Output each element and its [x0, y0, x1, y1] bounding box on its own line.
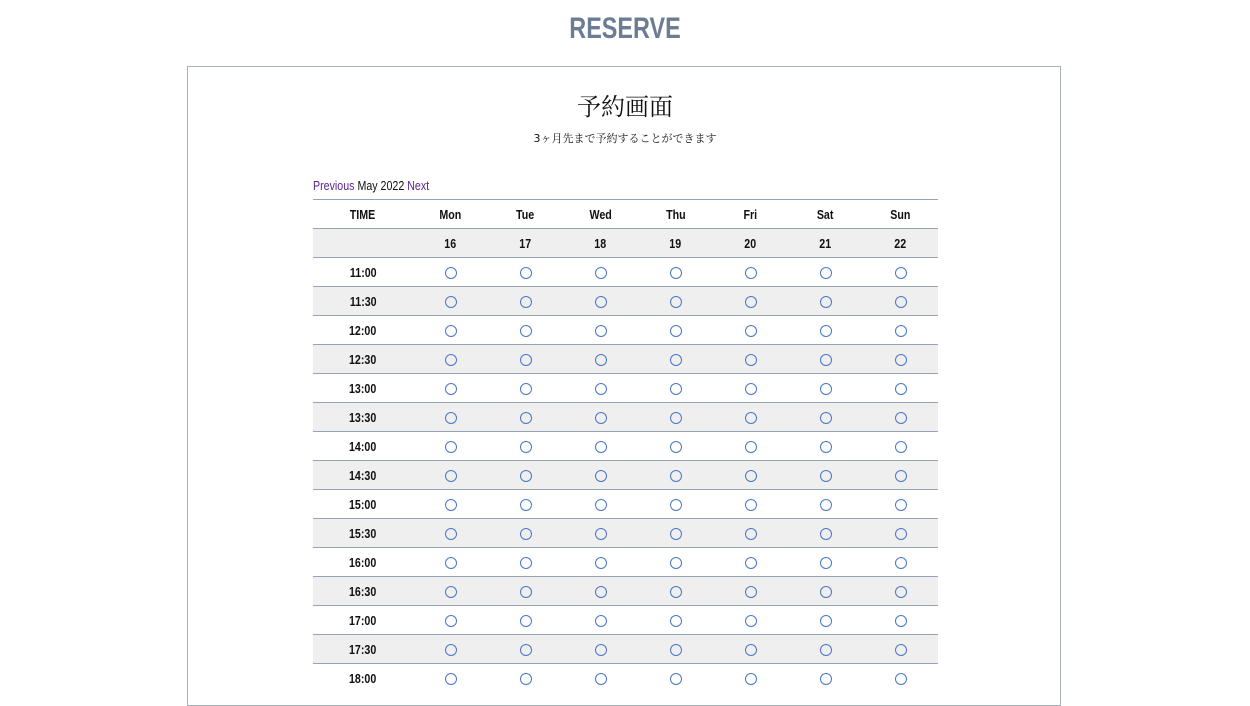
available-circle-icon[interactable] [595, 296, 607, 308]
available-circle-icon[interactable] [745, 499, 757, 511]
available-circle-icon[interactable] [820, 325, 832, 337]
time-cell: 11:00 [313, 258, 413, 287]
slot-cell [488, 519, 563, 548]
available-circle-icon[interactable] [895, 615, 907, 627]
available-circle-icon[interactable] [820, 673, 832, 685]
slot-cell [788, 316, 863, 345]
slot-cell [563, 287, 638, 316]
slot-cell [713, 345, 788, 374]
available-circle-icon[interactable] [520, 557, 532, 569]
slot-cell [788, 548, 863, 577]
slot-cell [713, 287, 788, 316]
slot-cell [863, 664, 938, 693]
available-circle-icon[interactable] [445, 412, 457, 424]
available-circle-icon[interactable] [520, 267, 532, 279]
available-circle-icon[interactable] [595, 441, 607, 453]
time-cell: 13:30 [313, 403, 413, 432]
available-circle-icon[interactable] [820, 586, 832, 598]
slot-cell [413, 664, 488, 693]
time-cell: 13:00 [313, 374, 413, 403]
available-circle-icon[interactable] [670, 354, 682, 366]
table-row [313, 548, 938, 577]
slot-cell [488, 432, 563, 461]
table-row [313, 345, 938, 374]
available-circle-icon[interactable] [670, 441, 682, 453]
available-circle-icon[interactable] [670, 499, 682, 511]
available-circle-icon[interactable] [520, 412, 532, 424]
available-circle-icon[interactable] [895, 354, 907, 366]
slot-cell [863, 374, 938, 403]
available-circle-icon[interactable] [595, 499, 607, 511]
time-header: TIME [313, 200, 413, 229]
slot-cell [863, 432, 938, 461]
slot-cell [863, 548, 938, 577]
time-cell: 17:30 [313, 635, 413, 664]
slot-cell [413, 258, 488, 287]
available-circle-icon[interactable] [595, 412, 607, 424]
slot-cell [713, 461, 788, 490]
slot-cell [713, 577, 788, 606]
slot-cell [713, 664, 788, 693]
available-circle-icon[interactable] [595, 470, 607, 482]
weekday-header: Sat [788, 200, 863, 229]
slot-cell [713, 374, 788, 403]
available-circle-icon[interactable] [670, 615, 682, 627]
slot-cell [713, 548, 788, 577]
time-cell: 12:30 [313, 345, 413, 374]
available-circle-icon[interactable] [445, 267, 457, 279]
table-row [313, 635, 938, 664]
slot-cell [638, 548, 713, 577]
slot-cell [413, 374, 488, 403]
available-circle-icon[interactable] [445, 615, 457, 627]
slot-cell [788, 577, 863, 606]
slot-cell [788, 490, 863, 519]
slot-cell [563, 490, 638, 519]
available-circle-icon[interactable] [895, 267, 907, 279]
available-circle-icon[interactable] [820, 528, 832, 540]
date-header: 16 [413, 229, 488, 258]
slot-cell [488, 664, 563, 693]
weekday-header: Mon [413, 200, 488, 229]
table-row [313, 664, 938, 693]
slot-cell [788, 461, 863, 490]
table-row [313, 316, 938, 345]
slot-cell [563, 664, 638, 693]
available-circle-icon[interactable] [895, 557, 907, 569]
slot-cell [413, 635, 488, 664]
available-circle-icon[interactable] [820, 354, 832, 366]
slot-cell [488, 548, 563, 577]
slot-cell [638, 490, 713, 519]
available-circle-icon[interactable] [445, 470, 457, 482]
available-circle-icon[interactable] [895, 499, 907, 511]
available-circle-icon[interactable] [520, 441, 532, 453]
date-header: 22 [863, 229, 938, 258]
available-circle-icon[interactable] [745, 383, 757, 395]
slot-cell [713, 519, 788, 548]
slot-cell [413, 345, 488, 374]
slot-cell [413, 490, 488, 519]
slot-cell [638, 664, 713, 693]
available-circle-icon[interactable] [445, 499, 457, 511]
available-circle-icon[interactable] [670, 296, 682, 308]
time-cell: 15:30 [313, 519, 413, 548]
slot-cell [563, 258, 638, 287]
table-row [313, 519, 938, 548]
available-circle-icon[interactable] [745, 470, 757, 482]
available-circle-icon[interactable] [445, 325, 457, 337]
available-circle-icon[interactable] [520, 615, 532, 627]
date-header: 19 [638, 229, 713, 258]
available-circle-icon[interactable] [445, 441, 457, 453]
slot-cell [788, 258, 863, 287]
slot-cell [713, 490, 788, 519]
time-cell: 15:00 [313, 490, 413, 519]
card-subtitle: 3ヶ月先まで予約することができます [533, 132, 717, 145]
slot-cell [788, 345, 863, 374]
available-circle-icon[interactable] [595, 267, 607, 279]
available-circle-icon[interactable] [820, 383, 832, 395]
slot-cell [413, 606, 488, 635]
card-title: 予約画面 [577, 93, 673, 121]
slot-cell [788, 664, 863, 693]
available-circle-icon[interactable] [520, 499, 532, 511]
slot-cell [863, 287, 938, 316]
available-circle-icon[interactable] [745, 296, 757, 308]
empty-header-cell [313, 229, 413, 258]
slot-cell [413, 577, 488, 606]
available-circle-icon[interactable] [670, 325, 682, 337]
available-circle-icon[interactable] [820, 412, 832, 424]
available-circle-icon[interactable] [670, 470, 682, 482]
slot-cell [488, 606, 563, 635]
slot-cell [638, 374, 713, 403]
slot-cell [488, 635, 563, 664]
time-cell: 14:30 [313, 461, 413, 490]
slot-cell [638, 635, 713, 664]
reservation-card [187, 66, 1061, 706]
table-row [313, 490, 938, 519]
slot-cell [863, 403, 938, 432]
slot-cell [413, 548, 488, 577]
available-circle-icon[interactable] [445, 557, 457, 569]
slot-cell [563, 432, 638, 461]
slot-cell [413, 519, 488, 548]
available-circle-icon[interactable] [745, 267, 757, 279]
slot-cell [863, 258, 938, 287]
slot-cell [638, 606, 713, 635]
weekday-header: Fri [713, 200, 788, 229]
slot-cell [863, 461, 938, 490]
available-circle-icon[interactable] [670, 412, 682, 424]
available-circle-icon[interactable] [895, 441, 907, 453]
available-circle-icon[interactable] [445, 354, 457, 366]
weekday-header: Sun [863, 200, 938, 229]
available-circle-icon[interactable] [745, 412, 757, 424]
available-circle-icon[interactable] [745, 441, 757, 453]
available-circle-icon[interactable] [820, 267, 832, 279]
slot-cell [488, 287, 563, 316]
table-row [313, 461, 938, 490]
available-circle-icon[interactable] [520, 673, 532, 685]
slot-cell [488, 345, 563, 374]
slot-cell [863, 635, 938, 664]
available-circle-icon[interactable] [820, 644, 832, 656]
available-circle-icon[interactable] [445, 644, 457, 656]
available-circle-icon[interactable] [745, 586, 757, 598]
slot-cell [638, 287, 713, 316]
slot-cell [638, 403, 713, 432]
available-circle-icon[interactable] [820, 499, 832, 511]
available-circle-icon[interactable] [670, 528, 682, 540]
slot-cell [788, 374, 863, 403]
available-circle-icon[interactable] [745, 528, 757, 540]
slot-cell [638, 316, 713, 345]
slot-cell [713, 635, 788, 664]
slot-cell [563, 403, 638, 432]
available-circle-icon[interactable] [670, 557, 682, 569]
available-circle-icon[interactable] [520, 644, 532, 656]
slot-cell [413, 316, 488, 345]
date-header: 17 [488, 229, 563, 258]
date-header: 18 [563, 229, 638, 258]
available-circle-icon[interactable] [670, 673, 682, 685]
weekday-header: Thu [638, 200, 713, 229]
time-cell: 18:00 [313, 664, 413, 693]
slot-cell [863, 606, 938, 635]
available-circle-icon[interactable] [670, 586, 682, 598]
available-circle-icon[interactable] [670, 383, 682, 395]
slot-cell [863, 577, 938, 606]
available-circle-icon[interactable] [520, 586, 532, 598]
available-circle-icon[interactable] [520, 354, 532, 366]
available-circle-icon[interactable] [445, 673, 457, 685]
time-cell: 16:30 [313, 577, 413, 606]
available-circle-icon[interactable] [820, 615, 832, 627]
table-row [313, 258, 938, 287]
slot-cell [488, 374, 563, 403]
time-cell: 17:00 [313, 606, 413, 635]
slot-cell [563, 374, 638, 403]
weekday-header: Wed [563, 200, 638, 229]
available-circle-icon[interactable] [595, 383, 607, 395]
page-title: RESERVE [569, 12, 681, 45]
slot-cell [563, 606, 638, 635]
available-circle-icon[interactable] [895, 325, 907, 337]
date-header-row [313, 229, 938, 258]
slot-cell [863, 345, 938, 374]
available-circle-icon[interactable] [445, 586, 457, 598]
slot-cell [563, 519, 638, 548]
schedule-table [313, 199, 938, 692]
available-circle-icon[interactable] [520, 528, 532, 540]
available-circle-icon[interactable] [745, 557, 757, 569]
slot-cell [788, 287, 863, 316]
available-circle-icon[interactable] [595, 673, 607, 685]
slot-cell [638, 345, 713, 374]
slot-cell [413, 287, 488, 316]
available-circle-icon[interactable] [895, 383, 907, 395]
available-circle-icon[interactable] [445, 383, 457, 395]
available-circle-icon[interactable] [895, 296, 907, 308]
available-circle-icon[interactable] [595, 325, 607, 337]
slot-cell [863, 519, 938, 548]
table-row [313, 287, 938, 316]
slot-cell [638, 258, 713, 287]
available-circle-icon[interactable] [520, 325, 532, 337]
available-circle-icon[interactable] [595, 644, 607, 656]
available-circle-icon[interactable] [745, 615, 757, 627]
slot-cell [863, 490, 938, 519]
slot-cell [563, 461, 638, 490]
available-circle-icon[interactable] [520, 383, 532, 395]
available-circle-icon[interactable] [670, 267, 682, 279]
available-circle-icon[interactable] [595, 528, 607, 540]
available-circle-icon[interactable] [820, 557, 832, 569]
slot-cell [638, 519, 713, 548]
available-circle-icon[interactable] [820, 470, 832, 482]
table-row [313, 577, 938, 606]
available-circle-icon[interactable] [895, 673, 907, 685]
slot-cell [563, 316, 638, 345]
slot-cell [788, 606, 863, 635]
date-header: 20 [713, 229, 788, 258]
table-row [313, 403, 938, 432]
slot-cell [488, 577, 563, 606]
available-circle-icon[interactable] [520, 470, 532, 482]
slot-cell [713, 432, 788, 461]
available-circle-icon[interactable] [745, 644, 757, 656]
time-cell: 11:30 [313, 287, 413, 316]
available-circle-icon[interactable] [895, 586, 907, 598]
available-circle-icon[interactable] [595, 615, 607, 627]
table-row [313, 374, 938, 403]
table-row [313, 432, 938, 461]
slot-cell [713, 316, 788, 345]
available-circle-icon[interactable] [895, 644, 907, 656]
available-circle-icon[interactable] [745, 325, 757, 337]
slot-cell [713, 403, 788, 432]
slot-cell [488, 490, 563, 519]
time-cell: 14:00 [313, 432, 413, 461]
available-circle-icon[interactable] [820, 441, 832, 453]
weekday-header-row [313, 200, 938, 229]
available-circle-icon[interactable] [895, 412, 907, 424]
slot-cell [413, 432, 488, 461]
available-circle-icon[interactable] [595, 557, 607, 569]
time-cell: 12:00 [313, 316, 413, 345]
slot-cell [713, 258, 788, 287]
slot-cell [488, 461, 563, 490]
slot-cell [488, 258, 563, 287]
slot-cell [563, 577, 638, 606]
previous-link[interactable]: Previous [313, 178, 355, 193]
month-navigation [313, 178, 429, 193]
time-cell: 16:00 [313, 548, 413, 577]
available-circle-icon[interactable] [670, 644, 682, 656]
slot-cell [563, 635, 638, 664]
slot-cell [638, 432, 713, 461]
available-circle-icon[interactable] [520, 296, 532, 308]
slot-cell [788, 635, 863, 664]
slot-cell [488, 403, 563, 432]
weekday-header: Tue [488, 200, 563, 229]
available-circle-icon[interactable] [445, 296, 457, 308]
slot-cell [788, 432, 863, 461]
slot-cell [863, 316, 938, 345]
slot-cell [788, 519, 863, 548]
available-circle-icon[interactable] [595, 586, 607, 598]
available-circle-icon[interactable] [895, 528, 907, 540]
slot-cell [563, 548, 638, 577]
slot-cell [413, 403, 488, 432]
available-circle-icon[interactable] [745, 673, 757, 685]
slot-cell [488, 316, 563, 345]
slot-cell [788, 403, 863, 432]
slot-cell [638, 461, 713, 490]
available-circle-icon[interactable] [445, 528, 457, 540]
slot-cell [638, 577, 713, 606]
date-header: 21 [788, 229, 863, 258]
available-circle-icon[interactable] [895, 470, 907, 482]
current-month: May 2022 [357, 178, 405, 193]
slot-cell [563, 345, 638, 374]
slot-cell [713, 606, 788, 635]
slot-cell [413, 461, 488, 490]
next-link[interactable]: Next [407, 178, 430, 193]
available-circle-icon[interactable] [745, 354, 757, 366]
table-row [313, 606, 938, 635]
available-circle-icon[interactable] [820, 296, 832, 308]
available-circle-icon[interactable] [595, 354, 607, 366]
